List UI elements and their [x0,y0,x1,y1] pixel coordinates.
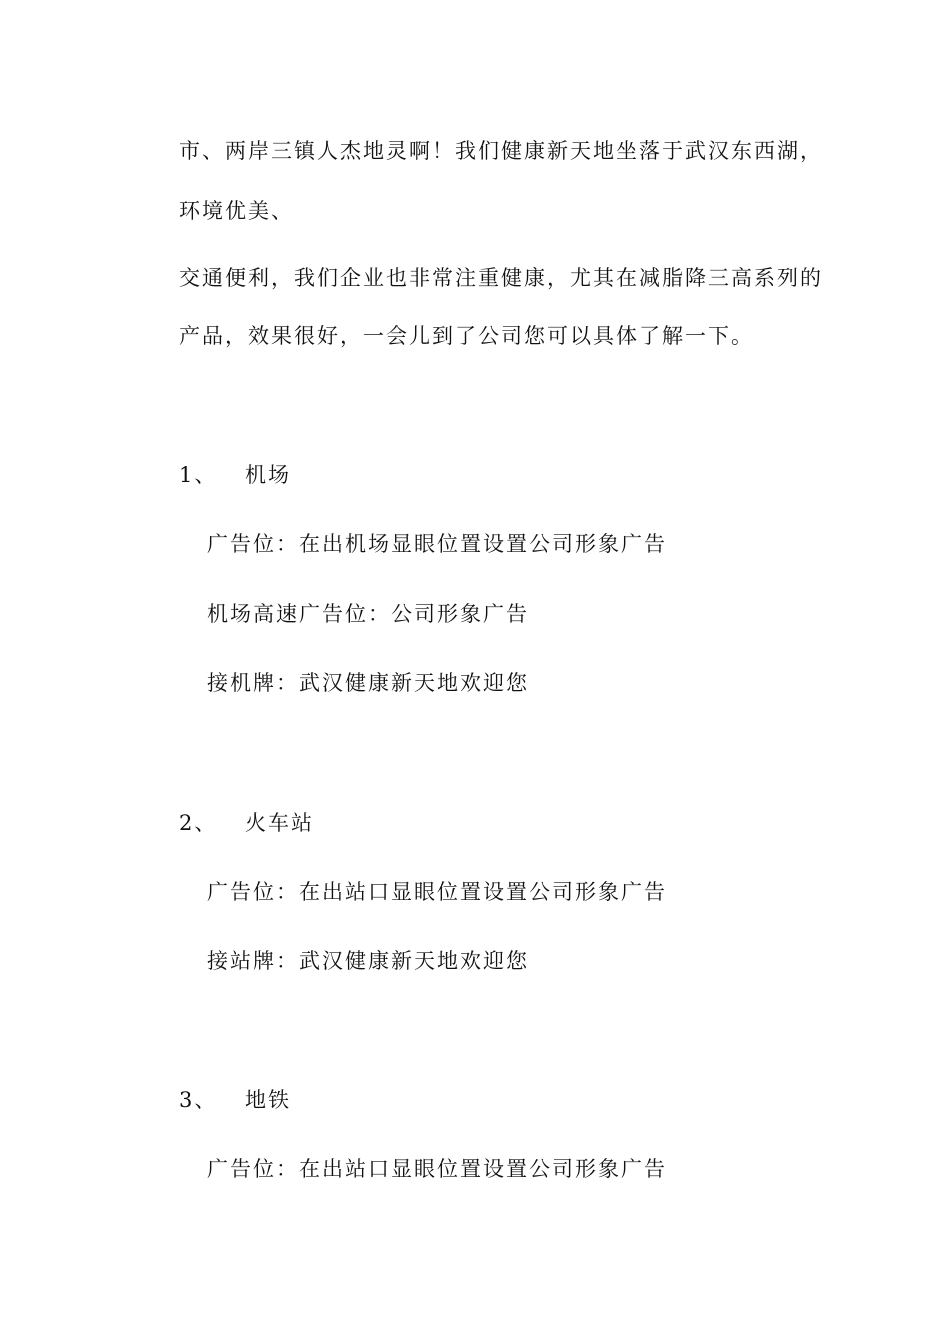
section-heading-subway [179,1087,291,1113]
list-item: 广告位：在出站口显眼位置设置公司形象广告 [207,1157,667,1181]
intro-line-3: 交通便利，我们企业也非常注重健康，尤其在减脂降三高系列的 [179,266,823,290]
intro-line-2: 环境优美、 [179,199,294,223]
list-item: 接机牌：武汉健康新天地欢迎您 [207,671,529,695]
section-number: 1、 [179,463,218,487]
section-title: 机场 [245,463,291,487]
list-item: 机场高速广告位：公司形象广告 [207,602,529,626]
intro-line-4: 产品，效果很好，一会儿到了公司您可以具体了解一下。 [179,324,754,348]
section-title: 火车站 [245,811,314,835]
list-item: 广告位：在出机场显眼位置设置公司形象广告 [207,532,667,556]
intro-line-1: 市、两岸三镇人杰地灵啊！我们健康新天地坐落于武汉东西湖， [179,139,823,163]
section-heading-train-station [179,810,314,836]
section-number: 3、 [179,1088,218,1112]
section-heading-airport [179,462,291,488]
list-item: 接站牌：武汉健康新天地欢迎您 [207,949,529,973]
list-item: 广告位：在出站口显眼位置设置公司形象广告 [207,880,667,904]
section-number: 2、 [179,811,218,835]
section-title: 地铁 [245,1088,291,1112]
